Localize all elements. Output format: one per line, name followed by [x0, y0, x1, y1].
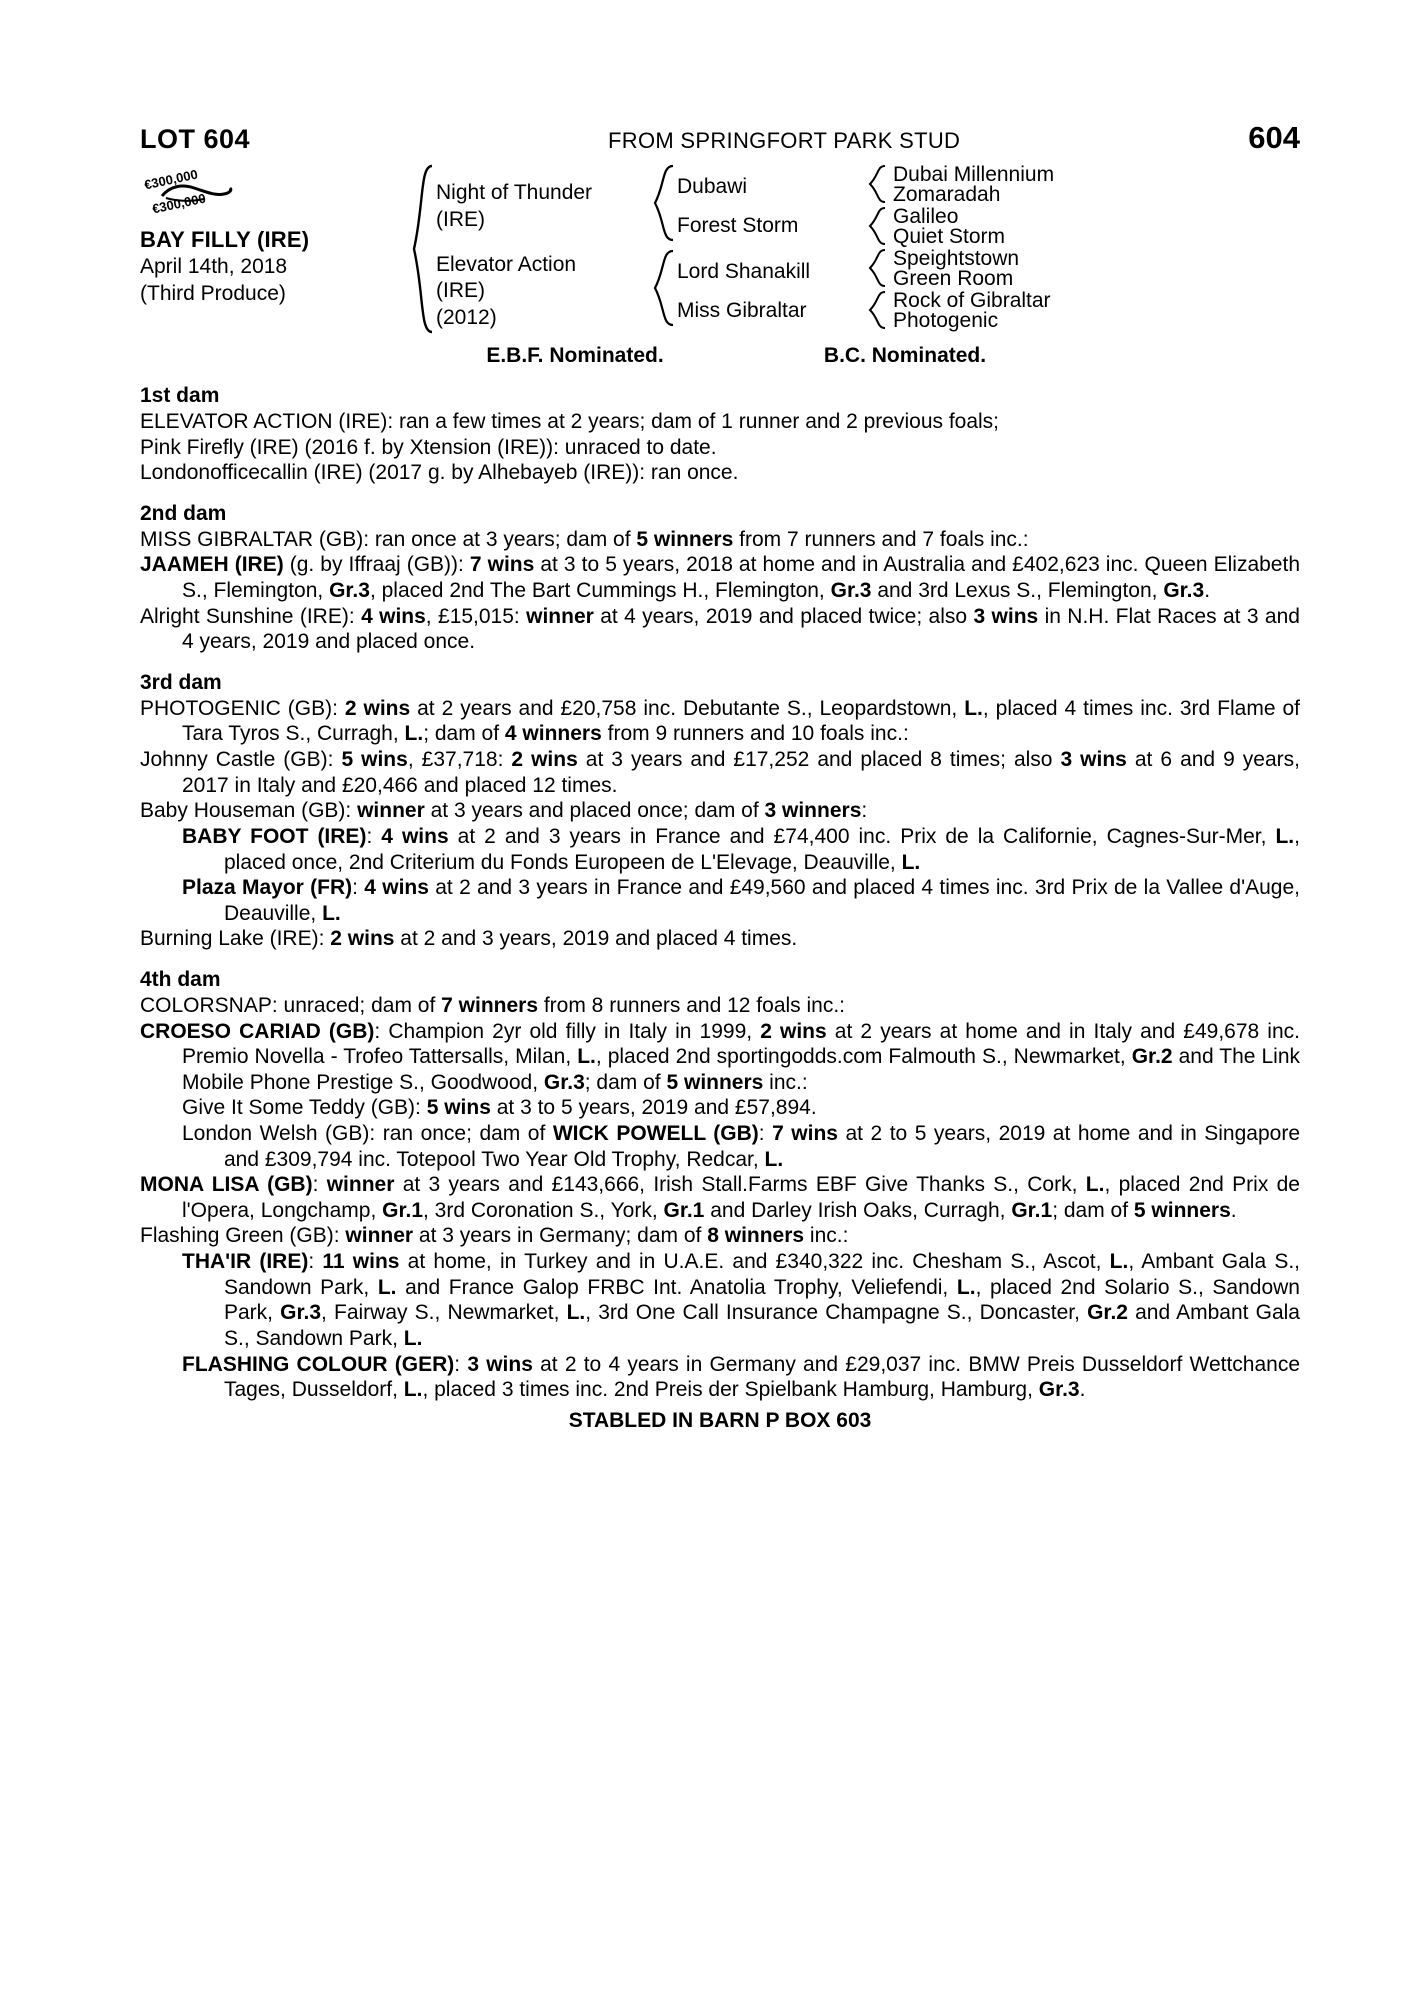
pedigree-col-grandparents-wrap: [651, 164, 867, 334]
sires-sire: Dubawi: [677, 175, 748, 198]
dam-detail: (IRE): [436, 279, 485, 303]
pedigree-entry: Flashing Green (GB): winner at 3 years in Germany; dam of 8 winners inc.:: [140, 1224, 849, 1248]
dams-sire: Lord Shanakill: [677, 260, 811, 283]
price-annotation: [140, 166, 260, 222]
pedigree-brace-sire: [651, 164, 677, 249]
page-header: [140, 120, 1300, 156]
sire-detail: (IRE): [436, 207, 485, 231]
scribble-icon: [160, 182, 234, 204]
pedigree-entry: THA'IR (IRE): 11 wins at home, in Turkey and in U.A.E. and £340,322 inc. Chesham S., Ascot, L., Ambant Gala S., Sandown Park, L. and France Galop FRBC Int. Anatolia Trophy, Veliefendi, L., placed 2nd Solario S., Sandown Park, Gr.3, Fairway S., Newmarket, L., 3rd One Call Insurance Champagne S., Doncaster, Gr.2 and Ambant Gala S., Sandown Park, L.: [182, 1250, 1301, 1350]
dams-dam: Miss Gibraltar: [677, 299, 807, 322]
pedigree-entry: BABY FOOT (IRE): 4 wins at 2 and 3 years in France and £74,400 inc. Prix de la Californie, Cagnes-Sur-Mer, L., placed once, 2nd Criterium du Fonds Europeen de L'Elevage, Deauville, L.: [182, 824, 1300, 874]
pedigree-entry: ELEVATOR ACTION (IRE): ran a few times at 2 years; dam of 1 runner and 2 previous foals;: [140, 410, 1000, 433]
pedigree-sire: [436, 164, 651, 249]
subject-name: BAY FILLY (IRE): [140, 227, 310, 252]
price-annotation-line2: €300,000: [150, 190, 208, 217]
price-annotation-line1: €300,000: [142, 166, 200, 193]
dam-heading: 3rd dam: [140, 670, 222, 694]
pedigree-gg-pair-4: [867, 290, 1123, 332]
pedigree-entry: MISS GIBRALTAR (GB): ran once at 3 years; dam of 5 winners from 7 runners and 7 foals inc.:: [140, 527, 1029, 551]
pedigree-entry: COLORSNAP: unraced; dam of 7 winners from 8 runners and 12 foals inc.:: [140, 993, 846, 1017]
gg-7: Rock of Gibraltar: [893, 289, 1051, 312]
dam-section: [140, 671, 1300, 952]
pedigree-brace-dam: [651, 249, 677, 334]
ebf-nominated: E.B.F. Nominated.: [486, 344, 664, 367]
pedigree-gg-pair-3: [867, 248, 1123, 290]
pedigree-col-parents: [436, 164, 651, 334]
pedigree-entry: Londonofficecallin (IRE) (2017 g. by Alhebayeb (IRE)): ran once.: [140, 461, 739, 485]
lot-label: LOT 604: [140, 124, 251, 154]
pedigree-entry: Pink Firefly (IRE) (2016 f. by Xtension (IRE)): unraced to date.: [140, 435, 717, 459]
pedigree-dam: [436, 249, 651, 334]
gg-3: Galileo: [893, 205, 959, 228]
lot-number: 604: [1248, 120, 1300, 155]
dam-year: (2012): [436, 305, 497, 329]
nomination-row: [140, 344, 1300, 368]
gg-2: Zomaradah: [893, 183, 1001, 206]
pedigree-entry: FLASHING COLOUR (GER): 3 wins at 2 to 4 years in Germany and £29,037 inc. BMW Preis Dusseldorf Wettchance Tages, Dusseldorf, L., placed 3 times inc. 2nd Preis der Spielbank Hamburg, Hamburg, Gr.3.: [182, 1352, 1301, 1402]
pedigree-entry: Baby Houseman (GB): winner at 3 years and placed once; dam of 3 winners:: [140, 799, 868, 823]
pedigree-table: [140, 164, 1300, 334]
dam-name: Elevator Action: [436, 253, 577, 277]
pedigree-entry: Plaza Mayor (FR): 4 wins at 2 and 3 years in France and £49,560 and placed 4 times inc. 3rd Prix de la Vallee d'Auge, Deauville, L.: [182, 876, 1300, 925]
pedigree-brace-gg-3: [867, 248, 893, 290]
dam-heading: 4th dam: [140, 967, 221, 991]
sires-dam: Forest Storm: [677, 214, 799, 237]
dam-section: [140, 968, 1300, 1403]
pedigree-gg-pair-2: [867, 206, 1123, 248]
pedigree-brace-gg-4: [867, 290, 893, 332]
stabled-note: STABLED IN BARN P BOX 603: [568, 1408, 872, 1432]
gg-8: Photogenic: [893, 309, 999, 332]
pedigree-text-body: [140, 384, 1300, 1403]
pedigree-entry: Alright Sunshine (IRE): 4 wins, £15,015: winner at 4 years, 2019 and placed twice; also 3 wins in N.H. Flat Races at 3 and 4 years, 2019 and placed once.: [140, 604, 1300, 654]
gg-6: Green Room: [893, 267, 1014, 290]
pedigree-entry: MONA LISA (GB): winner at 3 years and £143,666, Irish Stall.Farms EBF Give Thanks S., Cork, L., placed 2nd Prix de l'Opera, Longchamp, Gr.1, 3rd Coronation S., York, Gr.1 and Darley Irish Oaks, Curragh, Gr.1; dam of 5 winners.: [140, 1173, 1300, 1222]
pedigree-entry: Burning Lake (IRE): 2 wins at 2 and 3 years, 2019 and placed 4 times.: [140, 927, 798, 951]
pedigree-grandparents-sire-side: [651, 164, 867, 249]
pedigree-entry: Johnny Castle (GB): 5 wins, £37,718: 2 wins at 3 years and £17,252 and placed 8 times; also 3 wins at 6 and 9 years, 2017 in Italy and £20,466 and placed 12 times.: [140, 748, 1300, 797]
consignor-name: FROM SPRINGFORT PARK STUD: [608, 128, 961, 153]
pedigree-brace-gg-1: [867, 164, 893, 206]
subject-block: [140, 164, 410, 308]
pedigree-gg-pair-1: [867, 164, 1123, 206]
dam-section: [140, 502, 1300, 655]
subject-foaling-date: April 14th, 2018: [140, 255, 288, 279]
dam-heading: 2nd dam: [140, 501, 227, 525]
pedigree-col-great-grandparents: [867, 164, 1123, 332]
pedigree-entry: Give It Some Teddy (GB): 5 wins at 3 to 5 years, 2019 and £57,894.: [182, 1096, 817, 1120]
pedigree-entry: London Welsh (GB): ran once; dam of WICK POWELL (GB): 7 wins at 2 to 5 years, 2019 at home and in Singapore and £309,794 inc. Totepool Two Year Old Trophy, Redcar, L.: [182, 1122, 1300, 1171]
bc-nominated: B.C. Nominated.: [823, 344, 987, 367]
gg-5: Speightstown: [893, 247, 1020, 270]
gg-4: Quiet Storm: [893, 225, 1006, 248]
pedigree-brace-main: [410, 164, 436, 334]
dam-heading: 1st dam: [140, 384, 220, 407]
pedigree-entry: JAAMEH (IRE) (g. by Iffraaj (GB)): 7 wins at 3 to 5 years, 2018 at home and in Australia and £402,623 inc. Queen Elizabeth S., Flemington, Gr.3, placed 2nd The Bart Cummings H., Flemington, Gr.3 and 3rd Lexus S., Flemington, Gr.3.: [140, 553, 1301, 603]
pedigree-brace-gg-2: [867, 206, 893, 248]
pedigree-entry: CROESO CARIAD (GB): Champion 2yr old filly in Italy in 1999, 2 wins at 2 years at home and in Italy and £49,678 inc. Premio Novella - Trofeo Tattersalls, Milan, L., placed 2nd sportingodds.com Falmouth S., Newmarket, Gr.2 and The Link Mobile Phone Prestige S., Goodwood, Gr.3; dam of 5 winners inc.:: [140, 1019, 1301, 1094]
pedigree-entry: PHOTOGENIC (GB): 2 wins at 2 years and £20,758 inc. Debutante S., Leopardstown, L., placed 4 times inc. 3rd Flame of Tara Tyros S., Curragh, L.; dam of 4 winners from 9 runners and 10 foals inc.:: [140, 696, 1300, 746]
subject-produce: (Third Produce): [140, 282, 286, 306]
sire-name: Night of Thunder: [436, 181, 593, 205]
pedigree-grandparents-dam-side: [651, 249, 867, 334]
gg-1: Dubai Millennium: [893, 163, 1055, 186]
dam-section: [140, 384, 1300, 486]
